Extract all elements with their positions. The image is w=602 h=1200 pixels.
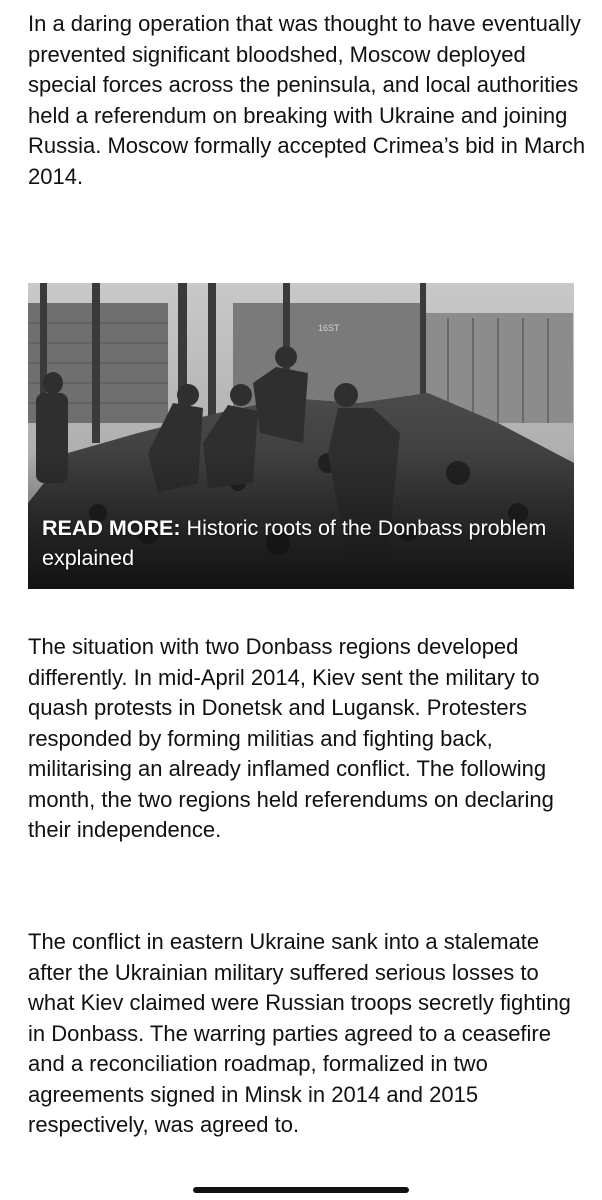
read-more-caption[interactable]	[42, 513, 562, 573]
article-paragraph-3: The conflict in eastern Ukraine sank into a stalemate after the Ukrainian military suffered serious losses to what Kiev claimed were Russian troops secretly fighting in Donbass. The warring parties agreed to a ceasefire and a reconciliation roadmap, formalized in two agreements signed in Minsk in 2014 and 2015 respectively, was agreed to.	[28, 929, 571, 1137]
article-paragraph-2: The situation with two Donbass regions developed differently. In mid-April 2014, Kiev sent the military to quash protests in Donetsk and Lugansk. Protesters responded by forming militias and fighting back, militarising an already inflamed conflict. The following month, the two regions held referendums on declaring their independence.	[28, 634, 554, 842]
read-more-label: READ MORE:	[42, 516, 181, 540]
home-indicator[interactable]	[193, 1187, 409, 1193]
article-paragraph-1: In a daring operation that was thought to have eventually prevented significant bloodshed, Moscow deployed special forces across the peninsula, and local authorities held a referendum on breaking with Ukraine and joining Russia. Moscow formally accepted Crimea’s bid in March 2014.	[28, 11, 586, 189]
read-more-link[interactable]: Historic roots of the Donbass problem explained	[42, 516, 547, 570]
read-more-card[interactable]	[28, 283, 574, 589]
